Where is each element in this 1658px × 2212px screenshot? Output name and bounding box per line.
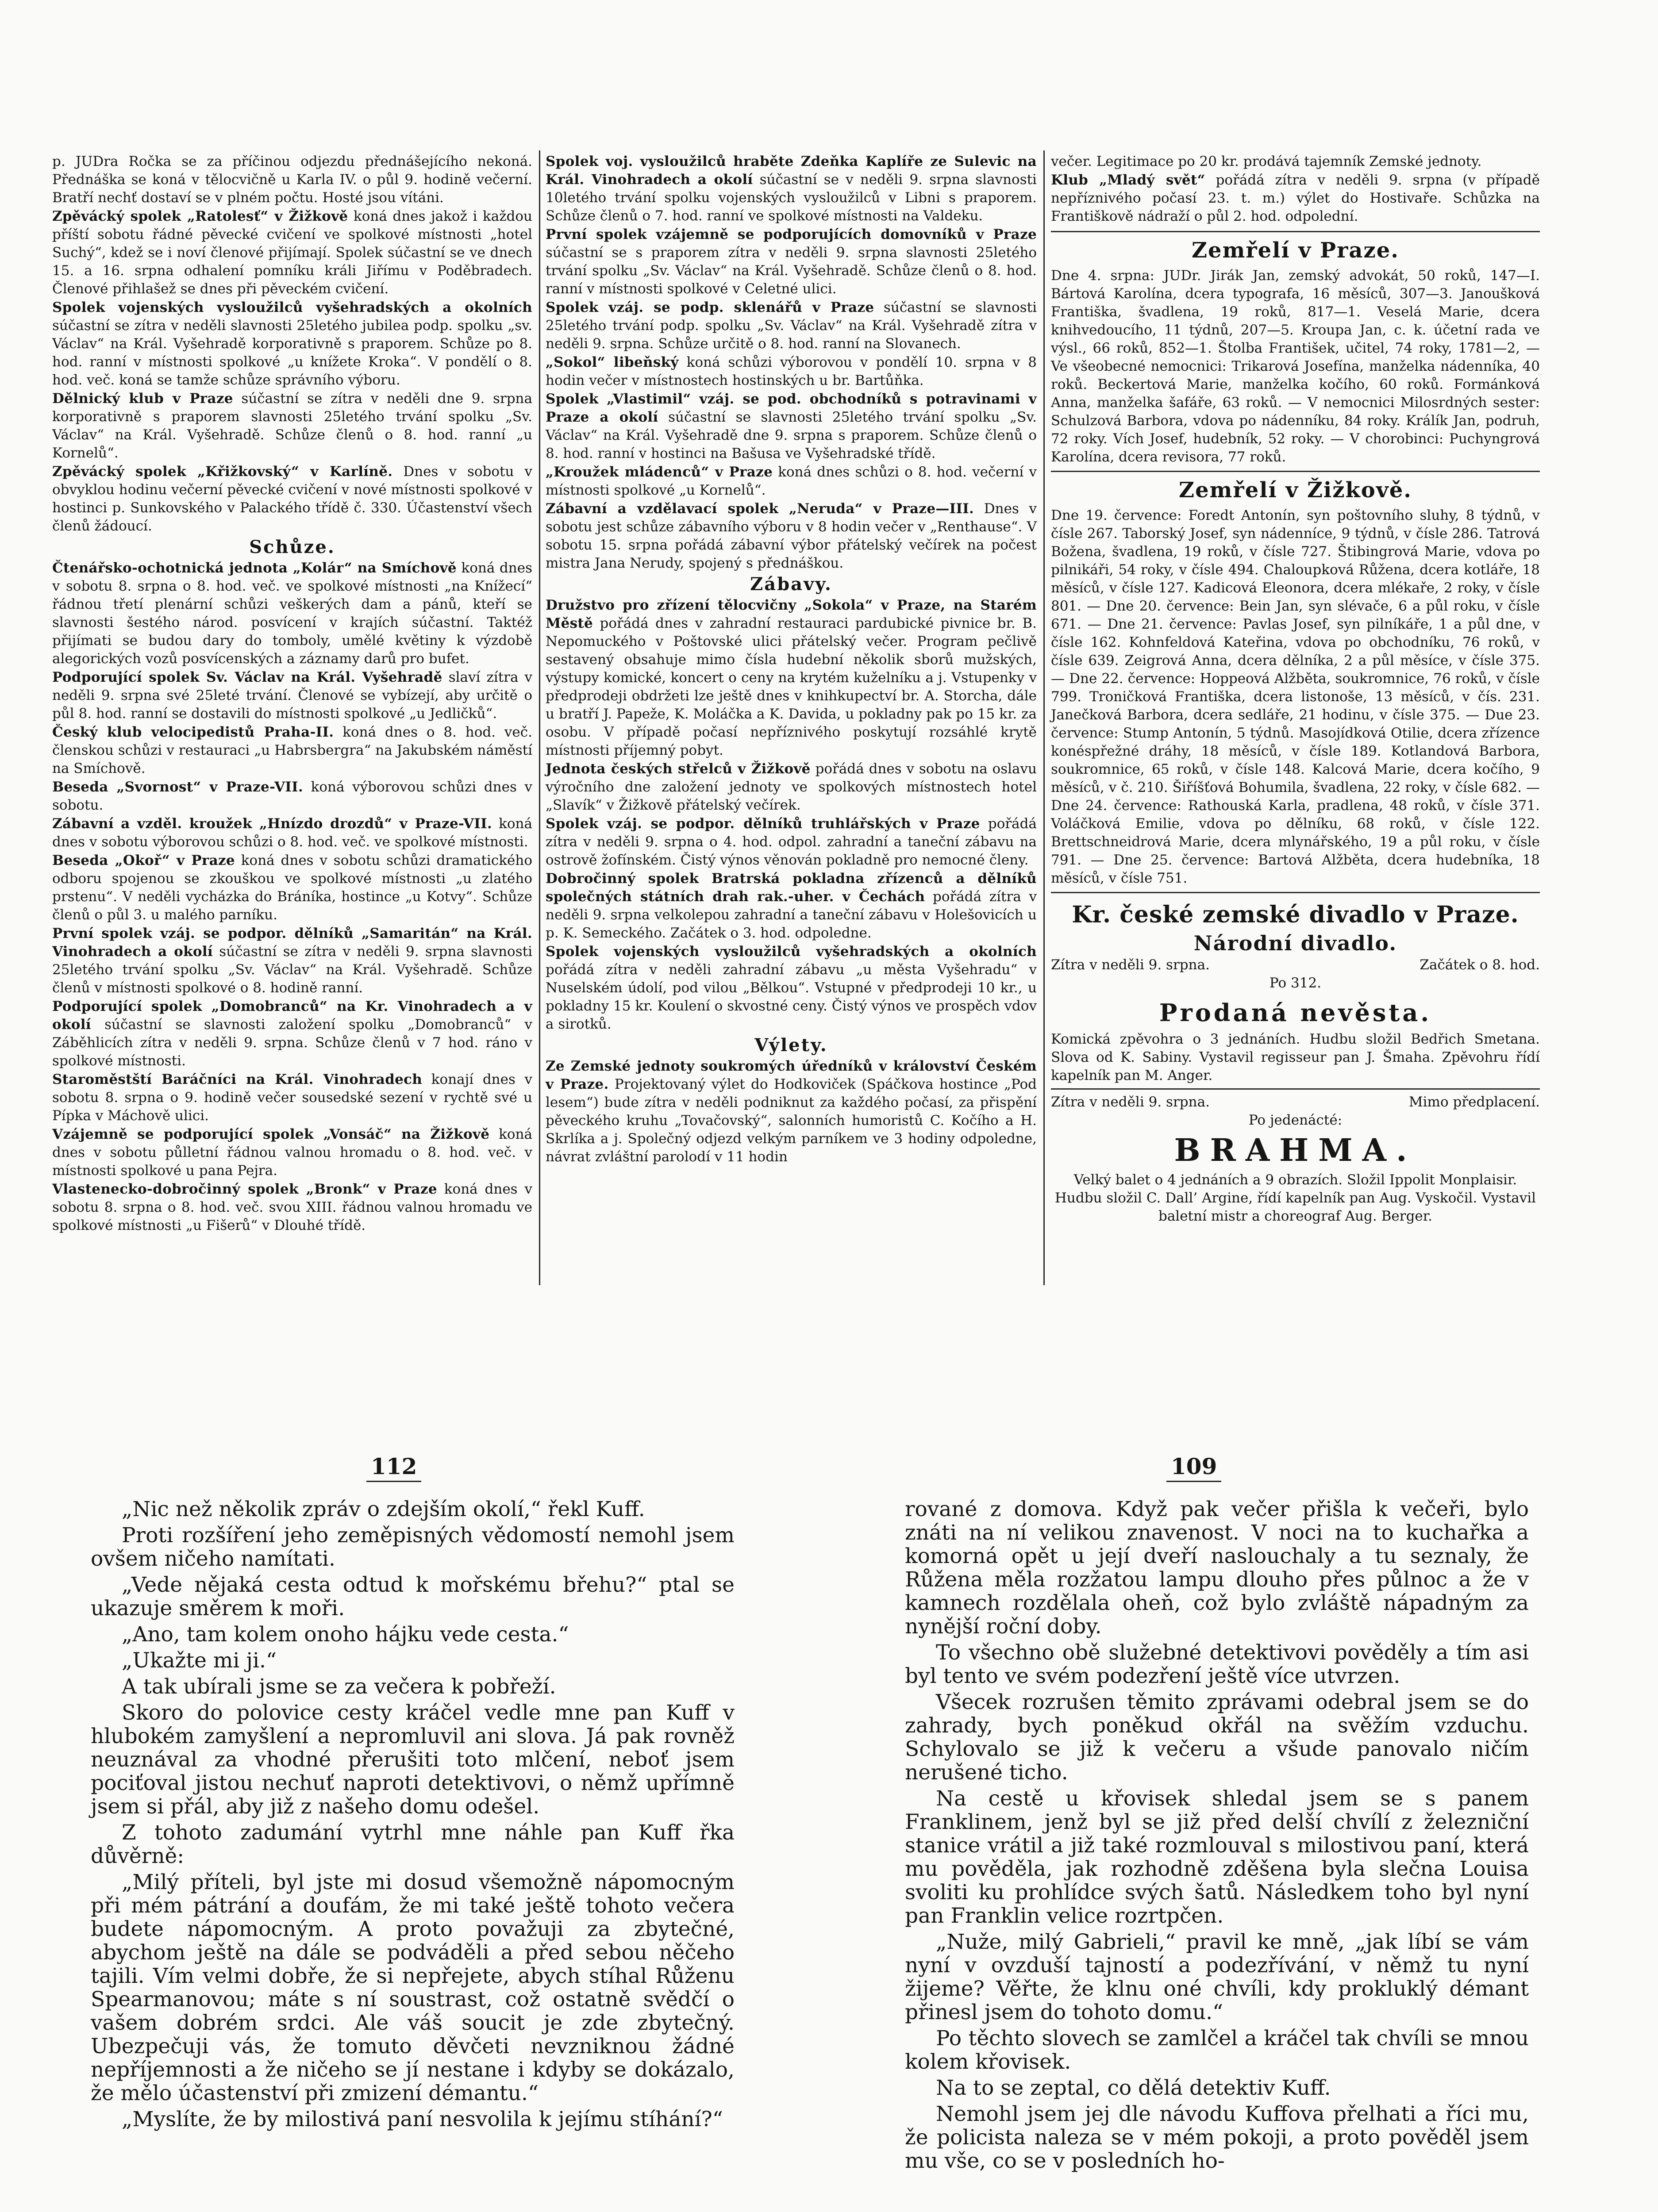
deaths-prague-list: Dne 4. srpna: JUDr. Jirák Jan, zemský advokát, 50 roků, 147—I. Bártová Karolína, dcera typografa, 16 měsíců, 307—3. Janoušková Františka, švadlena, 19 roků, 817—1. Veselá Marie, dcera knihvedoucího, 11 týdnů, 207—5. Kroupa Jan, c. k. účetní rada ve výsl., 66 roků, 852—1. Štolba František, učitel, 74 roky, 1781—2, — Ve všeobecné nemocnici: Trikarová Josefína, manželka nádenníka, 40 roků. Beckertová Marie, manželka kočího, 60 roků. Formánková Anna, manželka šafáře, 63 roků. — V nemocnici Milosrdných sester: Schulzová Barbora, vdova po nádenníku, 84 roky. Králík Jan, podruh, 72 roky. Vích Josef, hudebník, 52 roky. — V chorobinci: Puchyngrová Karolína, dcera revisora, 77 roků. [1051, 268, 1540, 465]
notice-lead: Dělnický klub v Praze [52, 391, 233, 407]
ballet-date-row [1051, 1093, 1540, 1111]
notice-lead: Zábavní a vzdělavací spolek „Neruda“ v Praze—III. [546, 501, 974, 517]
notice-text: pořádá dnes v zahradní restauraci pardubické pivnice br. B. Nepomuckého v Poštovské ulici přátelský večer. Program pečlivě sestavený obsahuje mimo čísla hudební několik sborů mužských, výstupy komické, koncert o ceny na krytém kuželníku a j. Vstupenky v předprodeji obdržeti lze ještě dnes v knihkupectví br. A. Storcha, dále u bratří J. Papeže, K. Moláčka a K. Davida, u pokladny pak po 15 kr. za osobu. V případě počasí nepříznivého poskytují rozsáhlé krytě místnosti příjemný pobyt. [546, 615, 1037, 758]
novel-paragraph: Skoro do polovice cesty kráčel vedle mne pan Kuff v hlubokém zamyšlení a nepromluvil ani slova. Já pak rovněž neuznával za vhodné přerušiti toto mlčení, neboť jsem pociťoval jistou nechuť naproti detektivovi, o němž upřímně jsem si přál, aby již z našeho domu odešel. [91, 1701, 735, 1819]
notice-entry [546, 299, 1037, 353]
notice-lead: „Sokol“ libeňský [546, 354, 679, 370]
notice-lead: Jednota českých střelců v Žižkově [546, 761, 811, 777]
notice-entry [546, 226, 1037, 298]
notice-lead: Český klub velocipedistů Praha-II. [52, 724, 334, 740]
notice-entry [546, 390, 1037, 463]
notice-text: pořádá dnes v sobotu na oslavu výročního dne založení jednoty ve spolkových místnostech hotel „Slavík“ v Žižkově přátelský večírek. [546, 761, 1037, 813]
notice-text: koná dnes v sobotu 8. srpna o 8. hod. več. ve spolkové místnosti „na Knížecí“ řádnou třetí plenární schůzi veškerých dam a pánů, kteří se slavnosti šestého národ. posvícení v krajích súčastní. Taktéž přijímati se budou dary do tomboly, umělé květiny k výzdobě alegorických vozů posvícenských a záznamy darů pro bufet. [52, 560, 532, 667]
notice-entry [546, 870, 1037, 942]
notice-lead: Čtenářsko-ochotnická jednota „Kolár“ na Smíchově [52, 560, 457, 576]
page-number-right: 109 [1171, 1453, 1217, 1479]
section-rule [1051, 231, 1540, 232]
notice-text: Dnes v sobotu jest schůze zábavního výboru v 8 hodin večer v „Renthause“. V sobotu 15. srpna pořádá zábavní výbor přátelský večírek na počest mistra Jana Nerudy, spojený s přednáškou. [546, 501, 1037, 571]
notice-entry [52, 207, 532, 298]
notice-entry [546, 1057, 1037, 1166]
notice-lead: Spolek „Vlastimil“ vzáj. se pod. obchodníků s potravinami v Praze a okolí [546, 391, 1037, 425]
notice-text: súčastní se zítra v neděli 9. srpna slavnosti 25letého trvání spolku „Sv. Václav“ na Král. Vyšehradě. Schůze členů v místnosti spolkové o 8. hodině ranní. [52, 944, 532, 996]
notice-entry [52, 1071, 532, 1125]
notice-entry [52, 925, 532, 997]
ballet-extra: Mimo předplacení. [1408, 1094, 1540, 1110]
notice-entry [52, 998, 532, 1070]
performance-date-row [1051, 956, 1540, 974]
play-description: Komická zpěvohra o 3 jednáních. Hudbu složil Bedřich Smetana. Slova od K. Sabiny. Vystavil regisseur pan J. Šmaha. Zpěvohru řídí kapelník pan M. Anger. [1051, 1031, 1540, 1083]
notice-lead: Staroměstští Baráčníci na Král. Vinohradech [52, 1071, 423, 1087]
novel-paragraph: Po těchto slovech se zamlčel a kráčel tak chvíli se mnou kolem křovisek. [905, 2026, 1529, 2074]
notice-lead: Spolek vzáj. se podpor. dělníků truhlářských v Praze [546, 816, 980, 832]
novel-paragraph: A tak ubírali jsme se za večera k pobřeží. [122, 1674, 556, 1699]
section-rule [1051, 471, 1540, 472]
notice-lead: Družstvo pro zřízení tělocvičny „Sokola“ v Praze, na Starém Městě [546, 597, 1037, 631]
notice-entry [546, 815, 1037, 869]
notice-entry [546, 463, 1037, 499]
excursion-continuation: večer. Legitimace po 20 kr. prodává tajemník Zemské jednoty. [1051, 154, 1482, 169]
notice-text: koná schůzi výborovou v pondělí 10. srpna v 8 hodin večer v místnostech hostinských u br. Bartůňka. [546, 354, 1037, 388]
notice-text: koná dnes jakož i každou příští sobotu řádné pěvecké cvičení ve spolkové místnosti „hotel Suchý“, kdež se i noví členové přijímají. Spolek súčastní se ve dnech 15. a 16. srpna odhalení pomníku králi Jiřímu v Poděbradech. Členové přihlašež se dnes při pěveckém cvičení. [52, 208, 533, 297]
notice-text: slaví zítra v neděli 9. srpna své 25leté trvání. Členové se vybízejí, aby určitě o půl 8. hod. ranní se dostavili do místnosti spolkové „u Jedličků“. [52, 669, 532, 722]
notice-entry [546, 943, 1037, 1033]
notice-lead: Spolek vzáj. se podp. sklenářů v Praze [546, 300, 874, 315]
notice-entry [1051, 171, 1540, 226]
notice-text: pořádá zítra v neděli zahradní zábavu „u města Vyšehradu“ v Nuselském údolí, pod vilou „Bělkou“. Vstupné v předprodeji 10 kr., u pokladny 15 kr. Koulení o skvostné ceny. Čistý výnos ve prospěch vdov a sirotků. [546, 962, 1037, 1032]
notice-lead: Beseda „Svornost“ v Praze-VII. [52, 779, 304, 795]
notice-entry [546, 153, 1037, 225]
notice-entry [52, 299, 532, 389]
news-column-3 [1051, 153, 1540, 1226]
notice-entry [52, 153, 532, 207]
notice-lead: Beseda „Okoř“ v Praze [52, 853, 235, 868]
theatre-announcement [1051, 899, 1540, 1225]
deaths-zizkov-heading: Zemřelí v Žižkově. [1179, 478, 1412, 503]
notice-entry [52, 559, 532, 668]
theatre-title: Kr. české zemské divadlo v Praze. [1072, 901, 1519, 928]
notice-entry [546, 353, 1037, 390]
notice-text: súčastní se zítra v neděli slavnosti 25letého jubilea podp. spolku „sv. Václav“ na Král. Vyšehradě korporativně s praporem. Schůze po 8. hod. ranní v místnosti spolkové „u knížete Kroka“. V pondělí o 8. hod. več. koná se tamže schůze správního výboru. [52, 318, 532, 388]
notice-text: koná dnes schůzi o 8. hod. večerní v místnosti spolkové „u Kornelů“. [546, 464, 1037, 498]
ballet-title: BRAHMA. [1174, 1132, 1417, 1168]
notice-text: Projektovaný výlet do Hodkoviček (Spáčkova hostince „Pod lesem“) bude zítra v neděli podniknut za každého počasí, za přispění pěveckého kruhu „Tovačovský“, salonních humoristů C. Kočího a H. Skrlíka a j. Společný odjezd velkým parníkem ve 3 hodiny odpoledne, návrat zvláštní parolodí v 11 hodin [546, 1076, 1037, 1165]
novel-paragraph: Všecek rozrušen těmito zprávami odebral jsem se do zahrady, bych poněkud okřál na svěžím vzduchu. Schylovalo se již k večeru a všude panovalo ničím nerušené ticho. [905, 1690, 1529, 1785]
novel-paragraph: „Milý příteli, byl jste mi dosud všemožně nápomocným při mém pátrání a doufám, že mi také ještě tohoto večera budete nápomocným. A proto považuji za zbytečné, abychom ještě na dále se podváděli a před sebou něčeho tajili. Vím velmi dobře, že si nepřejete, abych stíhal Růženu Spearmanovou; máte s ní soustrast, což ostatně svědčí o vašem dobrém srdci. Ale váš soucit je zde zbytečný. Ubezpečuji vás, že tomuto děvčeti nevzniknou žádné nepříjemnosti a že ničeho se jí nestane i kdyby se dokázalo, že mělo účastenství při zmizení démantu.“ [91, 1870, 735, 2105]
deaths-prague-heading: Zemřelí v Praze. [1192, 238, 1399, 263]
notice-text: pořádá zítra v neděli 9. srpna o 4. hod. odpol. zahradní a taneční zábavu na ostrově žofínském. Čistý výnos věnován pokladně pro nemocné členy. [546, 816, 1037, 868]
theatre-subtitle: Národní divadlo. [1193, 931, 1397, 955]
notice-entry [52, 778, 532, 814]
news-column-1 [52, 153, 532, 1235]
notice-text: pořádá zítra v neděli 9. srpna velkolepou zahradní a taneční zábavu v Holešovicích u p. K. Semeckého. Začátek o 3. hod. odpoledne. [546, 889, 1037, 941]
notice-text: súčastní se zítra v neděli dne 9. srpna korporativně s praporem slavnosti 25letého trvání spolku „Sv. Václav“ na Král. Vyšehradě. Schůze členů o 8. hod. ranní „u Kornelů“. [52, 391, 533, 461]
novel-paragraph: To všechno obě služebné detektivovi pověděly a tím asi byl tento ve svém podezření ještě více utvrzen. [905, 1640, 1529, 1688]
notice-lead: Zpěvácký spolek „Křižkovský“ v Karlíně. [52, 464, 393, 480]
novel-paragraph: „Myslíte, že by milostivá paní nesvolila k jejímu stíhání?“ [122, 2107, 723, 2131]
notice-lead: Spolek vojenských vysloužilců vyšehradských a okolních [546, 944, 1037, 960]
ballet-description: Velký balet o 4 jednáních a 9 obrazích. Složil Ippolit Monplaisir. Hudbu složil C. Dall’ Argine, řídí kapelník pan Aug. Vyskočil. Vystavil baletní mistr a choreograf Aug. Berger. [1054, 1172, 1536, 1224]
novel-paragraph: Nemohl jsem jej dle návodu Kuffova přelhati a říci mu, že policista naleza se v mém pokoji, a proto pověděl jsem mu vše, co se v posledních ho- [905, 2102, 1529, 2173]
notice-lead: Podporující spolek „Domobranců“ na Kr. Vinohradech a v okolí [52, 998, 532, 1033]
column-divider [539, 150, 540, 1285]
notice-lead: Ze Zemské jednoty soukromých úředníků v království Českém v Praze. [546, 1058, 1037, 1092]
notice-text: koná dnes o 8. hod. več. členskou schůzi v restauraci „u Habrsbergra“ na Jakubském náměstí na Smíchově. [52, 724, 532, 776]
notice-text: Dnes v sobotu v obvyklou hodinu večerní pěvecké cvičení v nové místnosti spolkové v hostinci p. Sunkovského v Palackého třídě č. 330. Účastenství všech členů žádoucí. [52, 464, 532, 534]
notice-text: koná dnes v sobotu schůzi dramatického odboru spojenou se zkouškou ve spolkové místnosti „u zlatého prstenu“. V neděli vycházka do Bráníka, hostince „u Kotvy“. Schůze členů o půl 3. u malého parníku. [52, 853, 532, 923]
novel-paragraph: „Nuže, milý Gabrieli,“ pravil ke mně, „jak líbí se vám nyní v ovzduší tajností a podezřívání, v němž tu nyní žijeme? Věřte, že klnu oné chvíli, kdy prokluklý démant přinesl jsem do tohoto domu.“ [905, 1930, 1529, 2024]
section-rule [1051, 892, 1540, 893]
notice-text: súčastní se slavnosti 25letého trvání spolku „Sv. Václav“ na Král. Vyšehradě dne 9. srpna s praporem. Schůze členů o 8. hod. ranní v hostinci na Bašusa ve Vyšehradské třídě. [546, 409, 1037, 461]
news-column-2 [546, 153, 1037, 1167]
notice-entry [52, 852, 532, 924]
notice-entry [52, 723, 532, 778]
notice-lead: Vzájemně se podporující spolek „Vonsáč“ na Žižkově [52, 1126, 490, 1142]
notice-lead: První spolek vzáj. se podpor. dělníků „Samaritán“ na Král. Vinohradech a okolí [52, 926, 532, 960]
novel-paragraph: „Vede nějaká cesta odtud k mořskému břehu?“ ptal se ukazuje směrem k moři. [91, 1573, 735, 1621]
novel-column-right [905, 1498, 1529, 2175]
ballet-date: Zítra v neděli 9. srpna. [1051, 1094, 1210, 1110]
play-title: Prodaná nevěsta. [1159, 998, 1432, 1027]
notice-lead: Zábavní a vzděl. kroužek „Hnízdo drozdů“ v Praze-VII. [52, 816, 492, 832]
notice-lead: První spolek vzájemně se podporujících domovníků v Praze [546, 227, 1037, 242]
notice-lead: Dobročinný spolek Bratrská pokladna zřízenců a dělníků společných státních drah rak.-uher. v Čechách [546, 871, 1037, 905]
deaths-zizkov-list: Dne 19. července: Foredt Antonín, syn poštovního sluhy, 8 týdnů, v čísle 267. Taborský Josef, syn nádenníce, 9 týdnů, v čísle 286. Tatrová Božena, švadlena, 19 roků, v čísle 727. Štibingrová Marie, vdova po pilnikáři, 54 roky, v čísle 494. Chaloupková Růžena, dcera kotláře, 18 měsíců, v čísle 127. Kadicová Eleonora, dcera mlékaře, 2 roky, v čísle 801. — Dne 20. července: Bein Jan, syn slévače, 6 a půl roku, v čísle 671. — Dne 21. července: Pavlas Josef, syn pilníkáře, 1 a půl dne, v čísle 162. Kohnfeldová Kateřina, vdova po obchodníku, 76 roků, v čísle 639. Zeigrová Anna, dcera dělníka, 2 a půl měsíce, v čísle 375. — Dne 22. července: Hoppeová Alžběta, soukromnice, 76 roků, v čísle 799. Troničková Františka, dcera listonoše, 13 měsíců, v čís. 231. Janečková Barbora, dcera sedláře, 21 hodinu, v čísle 375. — Due 23. července: Stump Antonín, 5 týdnů. Masojídková Otilie, dcera zřízence konéspřežné dráhy, 18 měsíců, v čísle 189. Kotlandová Barbora, soukromnice, 65 roků, v čísle 148. Kalcová Marie, dcera kočího, 9 měsíců, v č. 210. Šiříšťová Bohumila, švadlena, 22 roky, v čísle 682. — Dne 24. července: Rathouská Karla, pradlena, 48 roků, v čísle 371. Voláčková Emilie, vdova po dělníku, 68 roků, v čísle 122. Brettschneidrová Marie, dcera mlynářského, 19 a půl roku, v čísle 791. — Dne 25. července: Bartová Alžběta, dcera hudebníka, 18 měsíců, v čísle 751. [1051, 507, 1540, 886]
page-number-left: 112 [371, 1453, 417, 1479]
novel-paragraph: Z tohoto zadumání vytrhl mne náhle pan Kuff řka důvěrně: [91, 1820, 735, 1868]
notice-lead: Podporující spolek Sv. Václav na Král. Vyšehradě [52, 669, 442, 685]
notice-entry [52, 1125, 532, 1180]
notice-text: súčastní se s praporem zítra v neděli 9. srpna slavnosti 25letého trvání spolku „Sv. Václav“ na Král. Vyšehradě. Schůze členů o 8. hod. ranní v místnosti spolkové v Celetné ulici. [546, 245, 1037, 297]
notice-text: konají dnes v sobotu 8. srpna o 9. hodině večer sousedské sezení v rychtě své u Pípka v Máchově ulici. [52, 1071, 533, 1124]
notice-text: súčastní se slavnosti založení spolku „Domobranců“ v Záběhlicích zítra v neděli 9. srpna. Schůze členů v 7 hod. ráno v spolkové místnosti. [52, 1017, 532, 1069]
notice-lead: Klub „Mladý svět“ [1051, 172, 1205, 188]
section-heading: Výlety. [754, 1035, 828, 1056]
notice-text: koná dnes v sobotu půlletní řádnou valnou hromadu o 8. hod. več. v místnosti spolkové u pana Pejra. [52, 1126, 533, 1179]
novel-paragraph: Na to se zeptal, co dělá detektiv Kuff. [936, 2076, 1331, 2100]
section-heading: Zábavy. [750, 574, 832, 595]
novel-paragraph: „Ukažte mi ji.“ [122, 1648, 277, 1673]
novel-paragraph: Na cestě u křovisek shledal jsem se s panem Franklinem, jenž byl se již před delší chvílí z železniční stanice vrátil a již také rozmlouval s milostivou paní, která mu pověděla, jak rozhodně zděšena byla slečna Louisa svoliti ku prohlídce svých šatů. Následkem toho byl nyní pan Franklin velice rozrtpčen. [905, 1786, 1529, 1928]
notice-text: pořádá zítra v neděli 9. srpna (v případě nepříznivého počasí 23. t. m.) výlet do Hostivaře. Schůzka na Františkově nádraží o půl 2. hod. odpolední. [1051, 172, 1540, 224]
column-divider [1043, 150, 1045, 1285]
notice-entry [52, 1180, 532, 1235]
notice-lead: „Kroužek mládenců“ v Praze [546, 464, 773, 480]
notice-entry [52, 668, 532, 723]
notice-lead: Spolek vojenských vysloužilců vyšehradských a okolních [52, 300, 532, 315]
performance-date: Zítra v neděli 9. srpna. [1051, 957, 1210, 973]
ballet-after: Po jedenácté: [1248, 1112, 1343, 1128]
novel-paragraph: Proti rozšíření jeho zeměpisných vědomostí nemohl jsem ovšem ničeho namítati. [91, 1523, 735, 1571]
novel-column-left [91, 1498, 735, 2134]
notice-text: koná dnes v sobotu 8. srpna o 8. hod. več. svou XIII. řádnou valnou hromadu ve spolkové místnosti „u Fišerů“ v Dlouhé třídě. [52, 1181, 532, 1233]
section-heading: Schůze. [249, 537, 335, 557]
notice-entry [52, 390, 532, 462]
notice-text: p. JUDra Ročka se za příčinou odjezdu přednášejícího nekoná. Přednáška se koná v tělocvičně u Karla IV. o půl 9. hodině večerní. Bratří nechť dostaví se v plném počtu. Hosté jsou vítáni. [52, 154, 532, 206]
notice-text: súčastní se slavnosti 25letého trvání podp. spolku „Sv. Václav“ na Král. Vyšehradě zítra v neděli 9. srpna. Schůze určitě o 8. hod. ranní na Slovanech. [546, 300, 1037, 352]
notice-lead: Spolek voj. vysloužilců hraběte Zdeňka Kaplíře ze Sulevic na Král. Vinohradech a okolí [546, 154, 1037, 188]
performance-number: Po 312. [1269, 975, 1322, 991]
notice-text: súčastní se v neděli 9. srpna slavnosti 10letého trvání spolku vojenských vysloužilců v Libni s praporem. Schůze členů o 7. hod. ranní ve spolkové místnosti na Valdeku. [546, 172, 1037, 224]
notice-entry [52, 463, 532, 535]
novel-paragraph: „Ano, tam kolem onoho hájku vede cesta.“ [122, 1622, 569, 1647]
novel-paragraph: „Nic než několik zpráv o zdejším okolí,“ řekl Kuff. [122, 1497, 645, 1521]
notice-entry [546, 760, 1037, 814]
section-rule [1051, 1088, 1540, 1090]
notice-entry [546, 596, 1037, 760]
notice-lead: Vlastenecko-dobročinný spolek „Bronk“ v Praze [52, 1181, 437, 1197]
novel-paragraph: rované z domova. Když pak večer přišla k večeři, bylo znáti na ní velikou znavenost. V noci na to kuchařka a komorná opět u její dveří naslouchaly a tu seznaly, že Růžena měla rozžatou lampu dlouho přes půlnoc a že v kamnech rozdělala oheň, což bylo zvláště nápadným za nynější roční doby. [905, 1497, 1529, 1639]
notice-text: koná dnes v sobotu výborovou schůzi o 8. hod. več. ve spolkové místnosti. [52, 816, 532, 850]
notice-entry [546, 500, 1037, 572]
performance-start: Začátek o 8. hod. [1419, 957, 1540, 973]
notice-text: koná výborovou schůzi dnes v sobotu. [52, 779, 532, 813]
notice-lead: Zpěvácký spolek „Ratolesť“ v Žižkově [52, 208, 348, 224]
notice-entry [52, 815, 532, 851]
